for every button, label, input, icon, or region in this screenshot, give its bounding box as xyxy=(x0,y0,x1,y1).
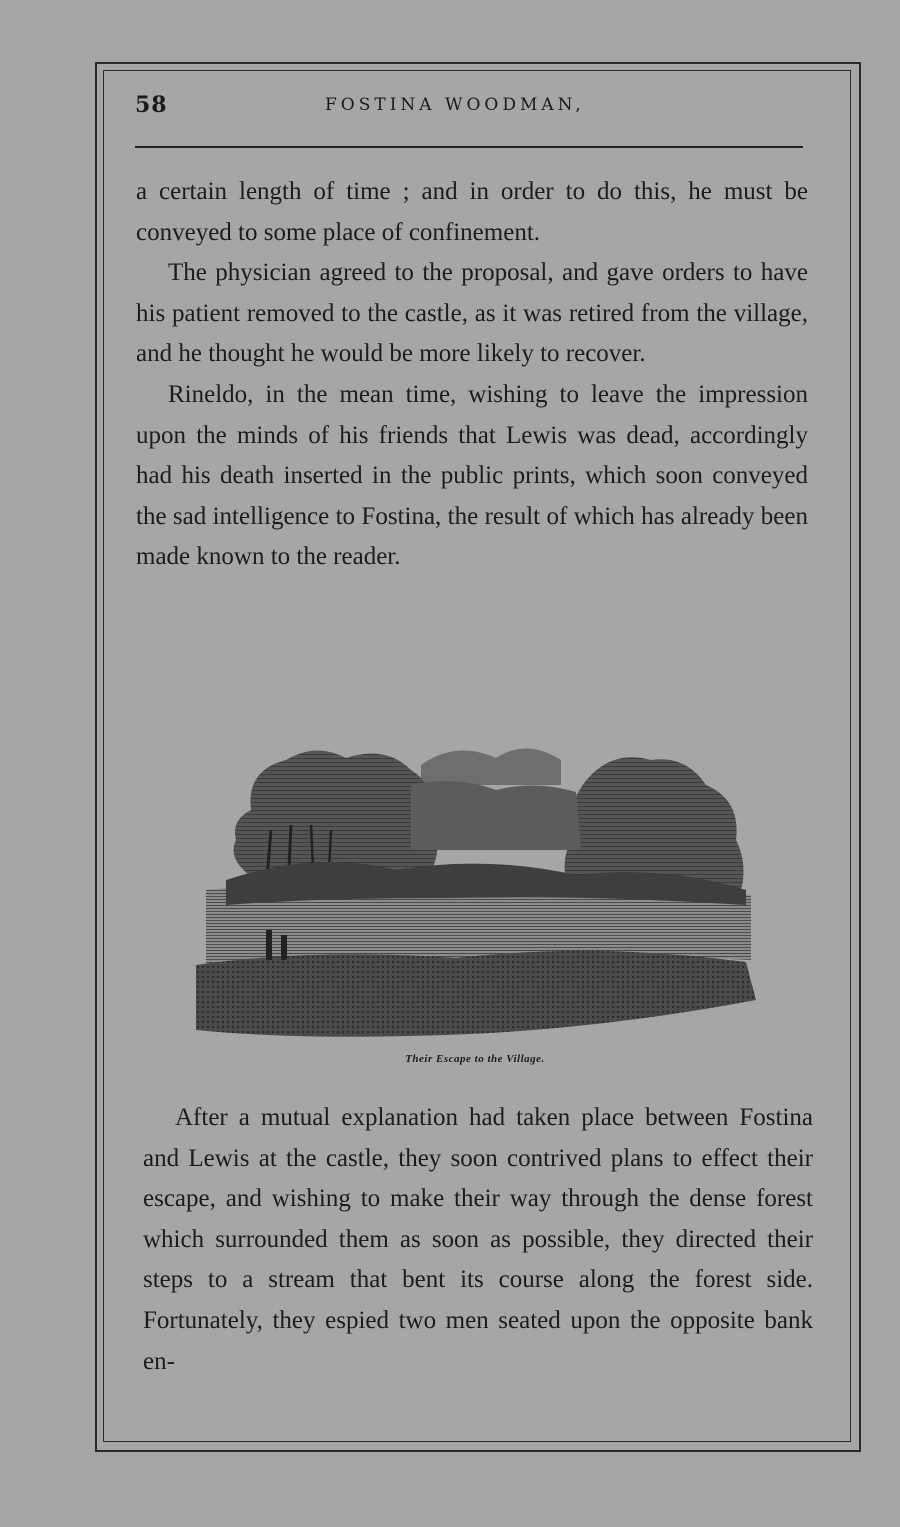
paragraph-continued: a certain length of time ; and in order to do this, he must be conveyed to some place of confinement. xyxy=(136,178,808,246)
body-text-top xyxy=(136,172,808,578)
body-text-bottom xyxy=(143,1098,813,1382)
page-number: 58 xyxy=(135,92,168,118)
running-header xyxy=(135,92,805,122)
woodcut-illustration xyxy=(196,730,756,1040)
paragraph-rineldo: Rineldo, in the mean time, wishing to leave the impression upon the minds of his friends that Lewis was dead, accordingly had his death inserted in the public prints, which soon conveyed the sad intelligence to Fostina, the result of which has already been made known to the reader. xyxy=(136,380,808,571)
running-title: FOSTINA WOODMAN, xyxy=(325,95,585,115)
illustration-caption: Their Escape to the Village. xyxy=(405,1053,545,1065)
header-rule xyxy=(135,146,803,148)
paragraph-escape: After a mutual explanation had taken place between Fostina and Lewis at the castle, they soon contrived plans to effect their escape, and wishing to make their way through the dense forest which surrounded them as soon as possible, they directed their steps to a stream that bent its course along the forest side. Fortunately, they espied two men seated upon the opposite bank en- xyxy=(143,1104,813,1375)
paragraph-physician: The physician agreed to the proposal, and gave orders to have his patient removed to the castle, as it was retired from the village, and he thought he would be more likely to recover. xyxy=(136,259,808,368)
